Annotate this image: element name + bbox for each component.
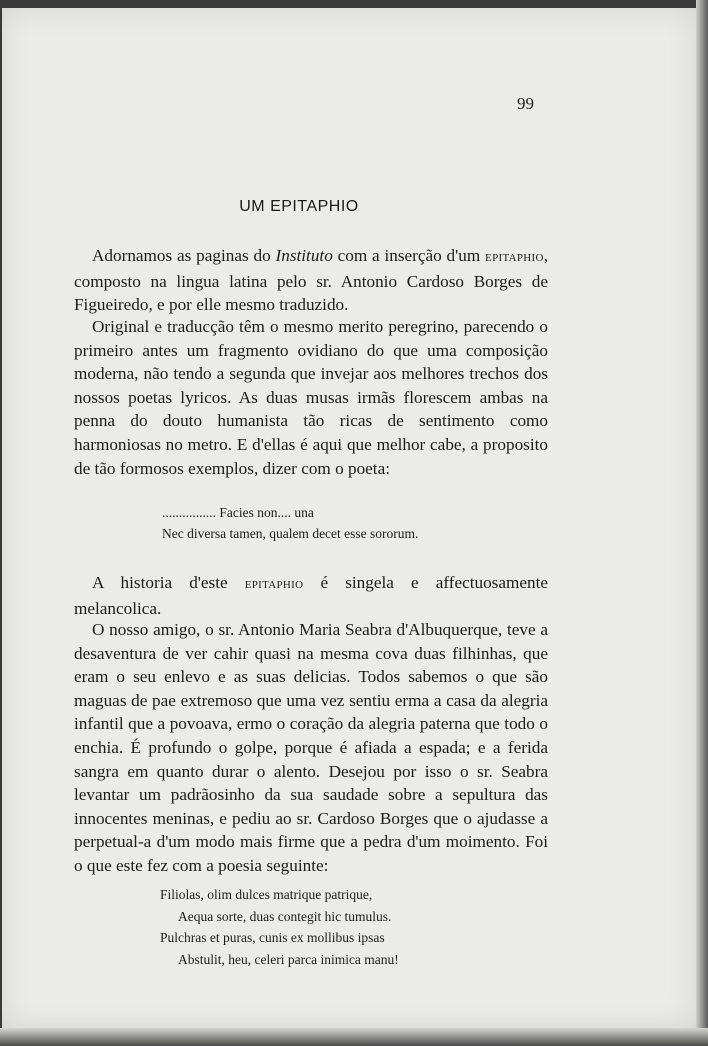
paragraph-intro-text-3: , composto na lingua latina pelo sr. Antonio Cardoso Borges de Figueiredo, e por elle mesmo traduzido. [74,246,548,315]
page-bottom-edge [0,1028,708,1046]
poem-line-3: Pulchras et puras, cunis ex mollibus ipsas [160,930,385,945]
paragraph-historia [74,571,548,620]
paragraph-historia-text-2: é singela e affectuosamente melancolica. [74,573,548,618]
epitaphio-smallcaps: epitaphio [485,249,544,265]
book-page [2,8,696,1028]
poem-line-1: Filiolas, olim dulces matrique patrique, [160,887,373,902]
paragraph-intro [74,244,548,317]
paragraph-original: Original e traducção têm o mesmo merito peregrino, parecendo o primeiro antes um fragmento ovidiano do que uma composição moderna, não tendo a segunda que invejar aos melhores trechos dos nossos poetas lyricos. As duas musas irmãs florescem ambas na penna do douto humanista tão ricas de sentimento como harmoniosas no metro. E d'ellas é aqui que melhor cabe, a proposito de tão formosos exemplos, dizer com o poeta: [74,317,548,478]
epitaphio-smallcaps-2: epitaphio [244,576,304,592]
poem-line-2: Aequa sorte, duas contegit hic tumulus. [178,908,392,924]
page-right-edge [696,0,708,1046]
poem-line-4: Abstulit, heu, celeri parca inimica manu! [178,951,399,967]
latin-quote [162,502,418,544]
paragraph-historia-text-1: A historia d'este [92,573,245,592]
latin-poem [160,884,399,970]
paragraph-intro-text-1: Adornamos as paginas do [92,246,276,265]
paragraph-intro-text-2: com a inserção d'um [332,246,486,265]
instituto-title: Instituto [275,246,333,265]
page-number: 99 [517,94,534,113]
latin-quote-line-2: Nec diversa tamen, qualem decet esse sororum. [162,526,419,541]
paragraph-seabra: O nosso amigo, o sr. Antonio Maria Seabra d'Albuquerque, teve a desaventura de ver cahir quasi na mesma cova duas filhinhas, que eram o seu enlevo e as suas delicias. Todos sabemos o que são maguas de pae extremoso que uma vez sentiu erma a casa da alegria infantil que a povoava, ermo o coração da alegria paterna que todo o enchia. É profundo o golpe, porque é afiada a espada; e a ferida sangra em quanto durar o alento. Desejou por isso o sr. Seabra levantar um padrãosinho da sua saudade sobre a sepultura das innocentes meninas, e pediu ao sr. Cardoso Borges que o ajudasse a perpetual-a d'um modo mais firme que a pedra d'um moimento. Foi o que este fez com a poesia seguinte: [74,620,548,875]
page-title: UM EPITAPHIO [239,198,359,215]
latin-quote-line-1: ................ Facies non.... una [162,505,314,520]
